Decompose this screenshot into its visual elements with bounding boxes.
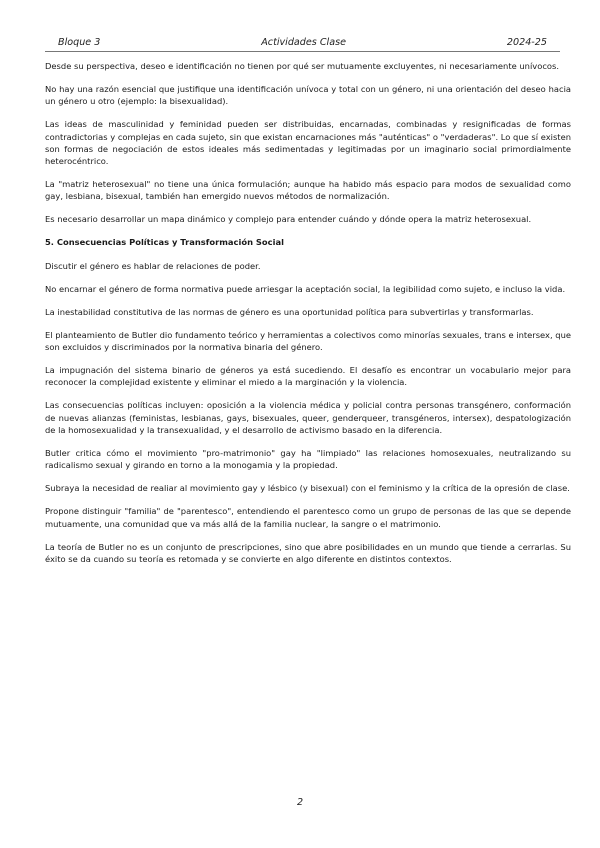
paragraph: Subraya la necesidad de realiar al movimiento gay y lésbico (y bisexual) con el feminismo y la crítica de la opresión de clase. xyxy=(45,483,570,494)
header-block-label: Bloque 3 xyxy=(58,37,101,48)
paragraph: Las consecuencias políticas incluyen: oposición a la violencia médica y policial contra personas transgénero, conformación de nuevas alianzas (feministas, lesbianas, gays, bisexuales, queer, genderqueer, transgéneros, intersex), despatologización de la homosexualidad y la transexualidad, y el desarrollo de activismo basado en la diferencia. xyxy=(45,400,571,435)
paragraph: La impugnación del sistema binario de géneros ya está sucediendo. El desafío es encontrar un vocabulario mejor para reconocer la complejidad existente y eliminar el miedo a la marginación y la violencia. xyxy=(45,365,571,388)
paragraph: El planteamiento de Butler dio fundamento teórico y herramientas a colectivos como minorías sexuales, trans e intersex, que son excluidos y discriminados por la normativa binaria del género. xyxy=(45,329,571,353)
page-header xyxy=(45,37,560,52)
paragraph: La inestabilidad constitutiva de las normas de género es una oportunidad política para subvertirlas y transformarlas. xyxy=(45,306,534,317)
page-content xyxy=(45,60,571,576)
header-year: 2024-25 xyxy=(506,37,547,48)
page-number: 2 xyxy=(296,797,304,808)
paragraph: No hay una razón esencial que justifique una identificación unívoca y total con un género, ni una orientación del deseo hacia un género u otro (ejemplo: la bisexualidad). xyxy=(45,84,571,107)
paragraph: Es necesario desarrollar un mapa dinámico y complejo para entender cuándo y dónde opera la matriz heterosexual. xyxy=(45,214,532,225)
section-heading: 5. Consecuencias Políticas y Transformación Social xyxy=(45,237,284,248)
header-title: Actividades Clase xyxy=(261,37,346,48)
paragraph: Discutir el género es hablar de relaciones de poder. xyxy=(45,260,261,271)
paragraph: Propone distinguir "familia" de "parentesco", entendiendo el parentesco como un grupo de personas de las que se depende mutuamente, una comunidad que va más allá de la familia nuclear, la sangre o el matrimonio. xyxy=(45,506,571,529)
paragraph: Las ideas de masculinidad y feminidad pueden ser distribuidas, encarnadas, combinadas y resignificadas de formas contradictorias y complejas en cada sujeto, sin que existan encarnaciones más "auténticas" o "verdaderas". Lo que sí existen son formas de negociación de estos ideales más sedimentadas y legitimadas por un imaginario social primordialmente heterocéntrico. xyxy=(45,119,571,166)
paragraph: La "matriz heterosexual" no tiene una única formulación; aunque ha habido más espacio para modos de sexualidad como gay, lesbiana, bisexual, también han emergido nuevos métodos de normalización. xyxy=(45,179,571,202)
paragraph: La teoría de Butler no es un conjunto de prescripciones, sino que abre posibilidades en un mundo que tiende a cerrarlas. Su éxito se da cuando su teoría es retomada y se convierte en algo diferente en distintos contextos. xyxy=(45,541,571,564)
paragraph: Desde su perspectiva, deseo e identificación no tienen por qué ser mutuamente excluyentes, ni necesariamente unívocos. xyxy=(45,61,560,71)
paragraph: Butler critica cómo el movimiento "pro-matrimonio" gay ha "limpiado" las relaciones homosexuales, neutralizando su radicalismo sexual y girando en torno a la monogamia y la propiedad. xyxy=(45,447,571,471)
paragraph: No encarnar el género de forma normativa puede arriesgar la aceptación social, la legibilidad como sujeto, e incluso la vida. xyxy=(45,283,566,294)
